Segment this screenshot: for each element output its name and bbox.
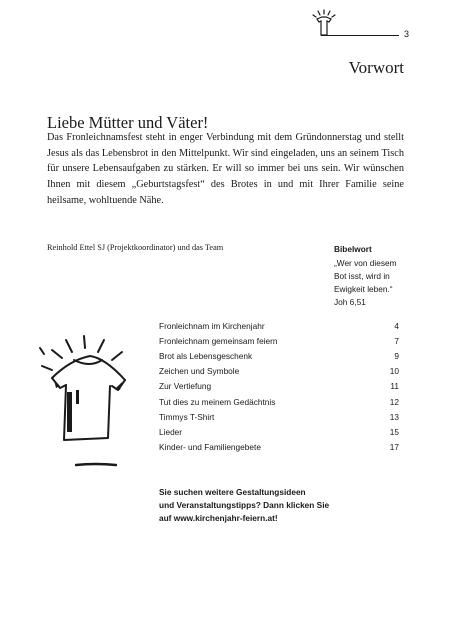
promo-line: und Veranstaltungstipps? Dann klicken Sie xyxy=(159,500,330,510)
toc-title: Zeichen und Symbole xyxy=(159,366,240,377)
promo-line: auf www.kirchenjahr-feiern.at! xyxy=(159,513,278,523)
bible-quote: „Wer von diesem Bot isst, wird in Ewigkeit leben.“ xyxy=(334,258,397,294)
pen-stroke-icon xyxy=(75,461,117,469)
toc-title: Zur Vertiefung xyxy=(159,381,212,392)
toc-page: 11 xyxy=(390,381,399,392)
toc-page: 12 xyxy=(389,396,399,407)
greeting-heading: Liebe Mütter und Väter! xyxy=(47,113,209,132)
promo-line: Sie suchen weitere Gestaltungsideen xyxy=(159,487,306,497)
intro-text xyxy=(47,130,404,209)
promo-text xyxy=(159,486,329,525)
toc-row xyxy=(159,409,399,424)
toc-row xyxy=(159,379,399,394)
toc-row xyxy=(159,424,399,439)
toc-page: 13 xyxy=(389,411,399,422)
toc-title: Fronleichnam gemeinsam feiern xyxy=(159,335,278,346)
toc-row xyxy=(159,333,399,348)
toc-row xyxy=(159,440,399,455)
shirt-logo-icon xyxy=(309,8,339,38)
toc-row xyxy=(159,364,399,379)
bible-heading: Bibelwort xyxy=(334,244,372,254)
toc-title: Kinder- und Familiengebete xyxy=(159,442,261,453)
toc-page: 10 xyxy=(389,366,399,377)
toc-page: 7 xyxy=(394,335,399,346)
toc-title: Lieder xyxy=(159,426,183,437)
bible-reference: Joh 6,51 xyxy=(334,297,366,307)
toc-title: Tut dies zu meinem Gedächtnis xyxy=(159,396,276,407)
intro-paragraph: Das Fronleichnamsfest steht in enger Verbindung mit dem Gründonnerstag und stellt Jesus als das Lebensbrot in den Mittelpunkt. Wir sind eingeladen, uns an seinem Tisch für unsere Lebensaufgaben zu stärken. Er will so immer bei uns sein. Wir wünschen Ihnen mit diesem „Geburtstagsfest“ des Brotes in und mit Ihrer Familie seine heilsame, wohltuende Nähe. xyxy=(47,132,404,206)
section-title: Vorwort xyxy=(348,58,404,77)
page-number: 3 xyxy=(404,29,410,39)
toc-page: 17 xyxy=(389,442,399,453)
header-rule xyxy=(321,35,399,36)
table-of-contents xyxy=(159,318,399,455)
toc-row xyxy=(159,318,399,333)
toc-page: 15 xyxy=(389,426,399,437)
toc-title: Brot als Lebensgeschenk xyxy=(159,350,253,361)
author-credit: Reinhold Ettel SJ (Projektkoordinator) und das Team xyxy=(47,243,224,252)
bible-quote-box xyxy=(334,243,397,309)
toc-row xyxy=(159,348,399,363)
toc-title: Fronleichnam im Kirchenjahr xyxy=(159,320,265,331)
toc-page: 9 xyxy=(394,350,399,361)
shirt-sketch-icon xyxy=(30,330,145,450)
toc-page: 4 xyxy=(394,320,399,331)
toc-title: Timmys T-Shirt xyxy=(159,411,215,422)
toc-row xyxy=(159,394,399,409)
